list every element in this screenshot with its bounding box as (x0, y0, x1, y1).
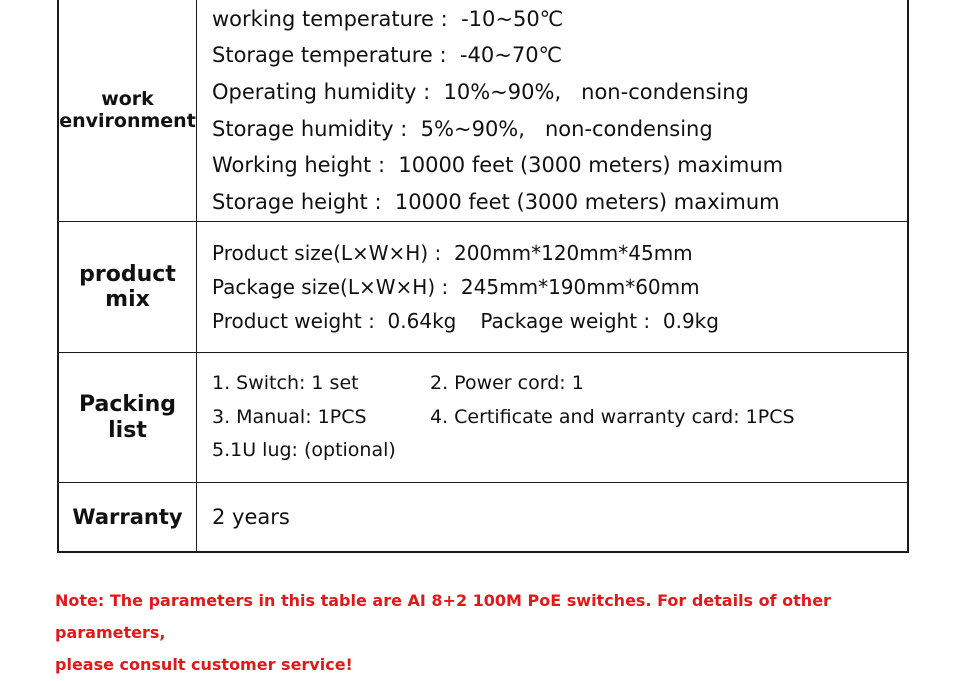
packing-item-power-cord: 2. Power cord: 1 (430, 372, 584, 395)
spec-line-weights (212, 304, 907, 338)
row-label-work-environment: work environment (59, 87, 196, 132)
note-line-1: Note: The parameters in this table are AI 8+2 100M PoE switches. For details of other parameters, (55, 591, 831, 642)
packing-item-lug: 5.1U lug: (optional) (212, 439, 396, 462)
product-weight: Product weight : 0.64kg (212, 309, 457, 333)
row-label-cell (59, 222, 197, 352)
table-row-product-mix (59, 221, 907, 352)
table-row-warranty (59, 482, 907, 551)
row-content-cell (197, 483, 907, 551)
package-weight: Package weight : 0.9kg (480, 309, 719, 333)
warranty-value: 2 years (212, 505, 290, 529)
packing-item-manual: 3. Manual: 1PCS (212, 405, 367, 428)
spec-line-working-height: Working height : 10000 feet (3000 meters) maximum (212, 153, 784, 178)
row-content-cell (197, 222, 907, 352)
spec-line-storage-height: Storage height : 10000 feet (3000 meters) maximum (212, 189, 780, 214)
packing-line-2 (212, 401, 907, 435)
note-text (55, 585, 935, 681)
row-label-product-mix: product mix (79, 261, 176, 312)
row-label-cell (59, 353, 197, 482)
row-content-cell (197, 0, 907, 221)
packing-item-switch: 1. Switch: 1 set (212, 372, 359, 395)
spec-line-operating-humidity: Operating humidity : 10%~90%, non-condensing (212, 79, 749, 104)
table-row-work-environment (59, 0, 907, 221)
row-label-packing-list: Packing list (78, 392, 176, 443)
spec-line-product-size: Product size(L×W×H) : 200mm*120mm*45mm (212, 241, 693, 265)
row-label-cell (59, 0, 197, 221)
row-label-warranty: Warranty (72, 504, 183, 529)
row-label-cell (59, 483, 197, 551)
spec-line-package-size: Package size(L×W×H) : 245mm*190mm*60mm (212, 275, 700, 299)
packing-line-1 (212, 367, 907, 401)
table-row-packing-list (59, 352, 907, 482)
spec-line-working-temperature: working temperature : -10~50℃ (212, 6, 564, 31)
spec-line-storage-humidity: Storage humidity : 5%~90%, non-condensing (212, 116, 713, 141)
note-line-2: please consult customer service! (55, 655, 353, 674)
row-content-cell (197, 353, 907, 482)
packing-item-certificate: 4. Certificate and warranty card: 1PCS (430, 405, 795, 428)
spec-table (57, 0, 909, 553)
spec-line-storage-temperature: Storage temperature : -40~70℃ (212, 43, 563, 68)
